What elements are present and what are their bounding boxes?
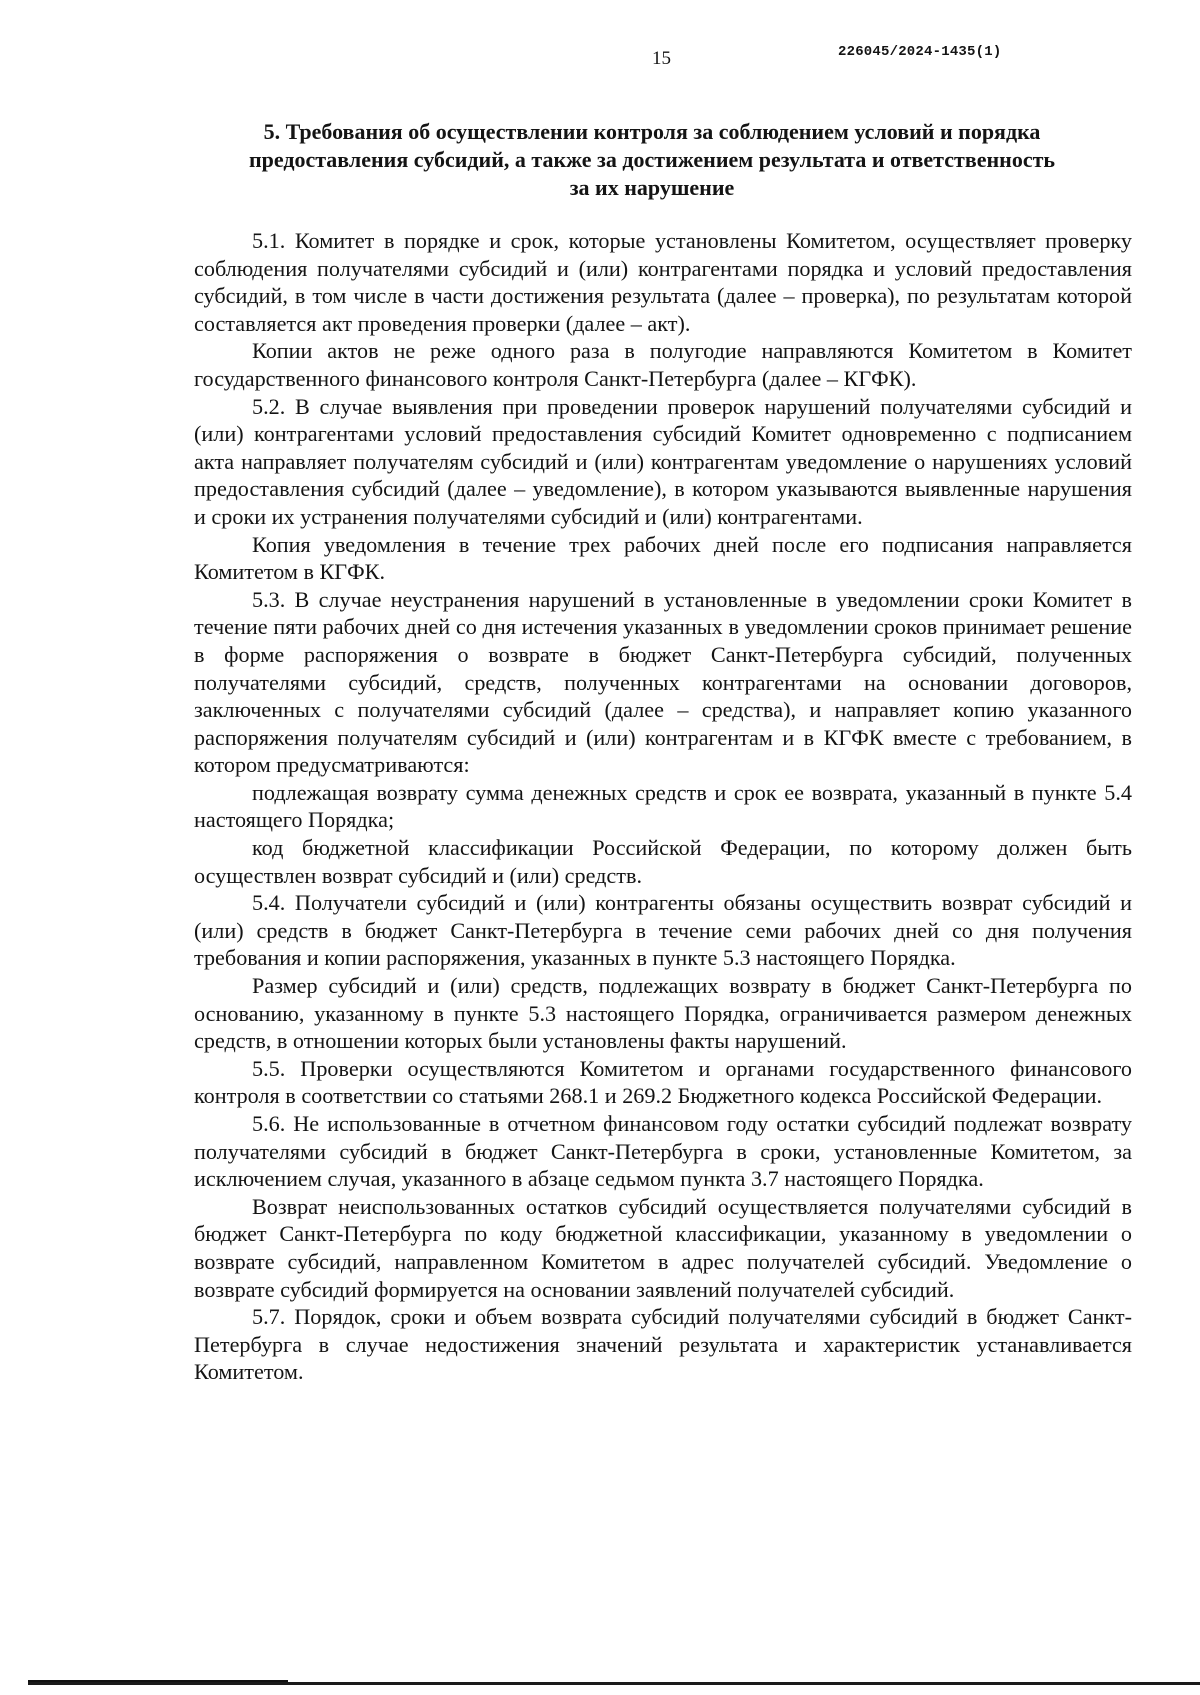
section-heading (200, 118, 1104, 202)
section-heading-line: 5. Требования об осуществлении контроля за соблюдением условий и порядка (263, 119, 1041, 144)
paragraph-copies-of-acts: Копии актов не реже одного раза в полугодие направляются Комитетом в Комитет государственного финансового контроля Санкт-Петербурга (далее – КГФК). (194, 338, 1132, 391)
paragraph-amount-limit: Размер субсидий и (или) средств, подлежащих возврату в бюджет Санкт-Петербурга по основанию, указанному в пункте 5.3 настоящего Порядка, ограничивается размером денежных средств, в отношении которых были установлены факты нарушений. (194, 973, 1132, 1054)
paragraph-unused-balances: Возврат неиспользованных остатков субсидий осуществляется получателями субсидий в бюджет Санкт-Петербурга по коду бюджетной классификации, указанному в уведомлении о возврате субсидий, направленном Комитетом в адрес получателей субсидий. Уведомление о возврате субсидий формируется на основании заявлений получателей субсидий. (194, 1193, 1132, 1302)
paragraph-5-7: 5.7. Порядок, сроки и объем возврата субсидий получателями субсидий в бюджет Санкт-Петербурга в случае недостижения значений результата и характеристик устанавливается Комитетом. (194, 1304, 1132, 1385)
document-body (194, 227, 1132, 1386)
section-heading-line: предоставления субсидий, а также за достижением результата и ответственность (248, 147, 1056, 172)
paragraph-5-6: 5.6. Не использованные в отчетном финансовом году остатки субсидий подлежат возврату получателями субсидий в бюджет Санкт-Петербурга в сроки, установленные Комитетом, за исключением случая, указанного в абзаце седьмом пункта 3.7 настоящего Порядка. (194, 1111, 1132, 1192)
document-number: 226045/2024-1435(1) (838, 44, 1002, 60)
section-heading-line: за их нарушение (569, 175, 735, 200)
paragraph-budget-code: код бюджетной классификации Российской Федерации, по которому должен быть осуществлен возврат субсидий и (или) средств. (194, 835, 1132, 888)
paragraph-amount-to-return: подлежащая возврату сумма денежных средств и срок ее возврата, указанный в пункте 5.4 настоящего Порядка; (194, 779, 1132, 833)
paragraph-5-4: 5.4. Получатели субсидий и (или) контрагенты обязаны осуществить возврат субсидий и (или) средств в бюджет Санкт-Петербурга в течение семи рабочих дней со дня получения требования и копии распоряжения, указанных в пункте 5.3 настоящего Порядка. (194, 890, 1132, 971)
paragraph-5-5: 5.5. Проверки осуществляются Комитетом и органами государственного финансового контроля в соответствии со статьями 268.1 и 269.2 Бюджетного кодекса Российской Федерации. (194, 1055, 1132, 1109)
paragraph-copy-of-notice: Копия уведомления в течение трех рабочих дней после его подписания направляется Комитетом в КГФК. (194, 531, 1132, 585)
paragraph-5-2: 5.2. В случае выявления при проведении проверок нарушений получателями субсидий и (или) контрагентами условий предоставления субсидий Комитет одновременно с подписанием акта направляет получателям субсидий и (или) контрагентам уведомление о нарушениях условий предоставления субсидий (далее – уведомление), в котором указываются выявленные нарушения и сроки их устранения получателями субсидий и (или) контрагентами. (194, 393, 1132, 529)
scan-bottom-border (28, 1682, 1200, 1685)
paragraph-5-1: 5.1. Комитет в порядке и срок, которые установлены Комитетом, осуществляет проверку соблюдения получателями субсидий и (или) контрагентами порядка и условий предоставления субсидий, в том числе в части достижения результата (далее – проверка), по результатам которой составляется акт проведения проверки (далее – акт). (194, 228, 1132, 336)
page-number: 15 (652, 48, 671, 69)
paragraph-5-3: 5.3. В случае неустранения нарушений в установленные в уведомлении сроки Комитет в течение пяти рабочих дней со дня истечения указанных в уведомлении сроков принимает решение в форме распоряжения о возврате в бюджет Санкт-Петербурга субсидий, полученных получателями субсидий, средств, полученных контрагентами на основании договоров, заключенных с получателями субсидий (далее – средства), и направляет копию указанного распоряжения получателям субсидий и (или) контрагентам и в КГФК вместе с требованием, в котором предусматриваются: (194, 586, 1132, 778)
